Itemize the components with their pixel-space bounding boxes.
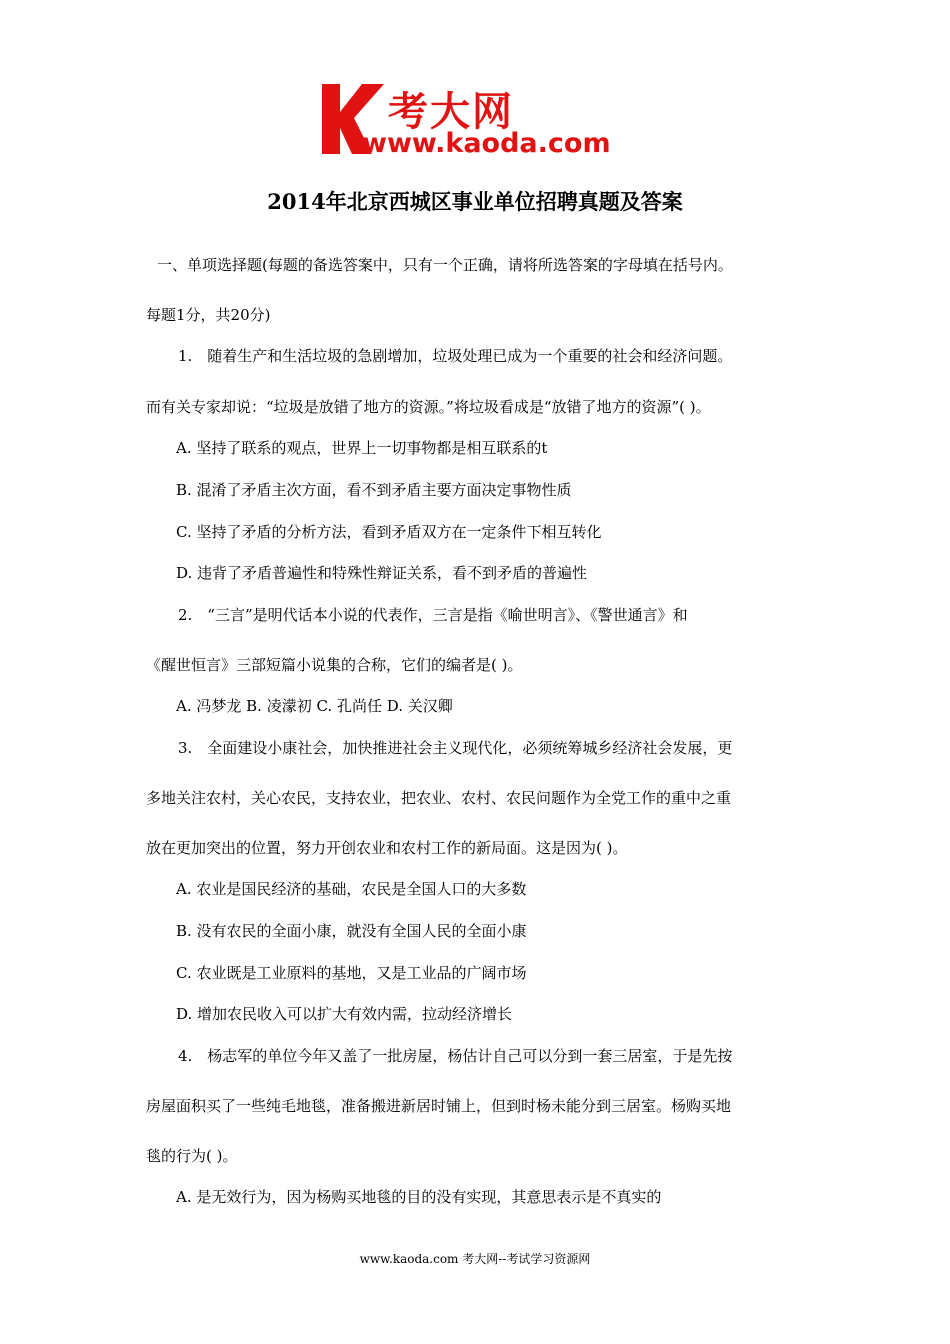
question-2-options: A. 冯梦龙 B. 凌濛初 C. 孔尚任 D. 关汉卿 — [176, 697, 453, 715]
question-3-option-c: C. 农业既是工业原料的基地，又是工业品的广阔市场 — [176, 964, 527, 982]
question-4-stem: 4. 杨志军的单位今年又盖了一批房屋，杨估计自己可以分到一套三居室，于是先按 — [178, 1047, 733, 1065]
question-3-option-a: A. 农业是国民经济的基础，农民是全国人口的大多数 — [176, 880, 527, 898]
question-4-stem-cont: 毯的行为( )。 — [146, 1147, 238, 1165]
question-1-option-c: C. 坚持了矛盾的分析方法，看到矛盾双方在一定条件下相互转化 — [176, 523, 602, 541]
question-3-option-d: D. 增加农民收入可以扩大有效内需，拉动经济增长 — [176, 1005, 513, 1023]
question-4-stem-cont: 房屋面积买了一些纯毛地毯，准备搬进新居时铺上，但到时杨未能分到三居室。杨购买地 — [146, 1097, 732, 1115]
site-logo — [318, 78, 638, 158]
logo-url-text: www.kaoda.com — [362, 128, 611, 159]
question-3-option-b: B. 没有农民的全面小康，就没有全国人民的全面小康 — [176, 922, 527, 940]
page-footer: www.kaoda.com 考大网--考试学习资源网 — [359, 1252, 591, 1266]
section-heading-cont: 每题1分，共20分) — [146, 306, 271, 324]
question-1-stem: 1. 随着生产和生活垃圾的急剧增加，垃圾处理已成为一个重要的社会和经济问题。 — [178, 347, 733, 365]
question-2-stem-cont: 《醒世恒言》三部短篇小说集的合称，它们的编者是( )。 — [146, 656, 523, 674]
question-1-stem-cont: 而有关专家却说：“垃圾是放错了地方的资源。”将垃圾看成是“放错了地方的资源”( )。 — [146, 398, 711, 416]
question-3-stem-cont: 放在更加突出的位置，努力开创农业和农村工作的新局面。这是因为( )。 — [146, 839, 628, 857]
question-1-option-d: D. 违背了矛盾普遍性和特殊性辩证关系，看不到矛盾的普遍性 — [176, 564, 588, 582]
question-4-option-a: A. 是无效行为，因为杨购买地毯的目的没有实现，其意思表示是不真实的 — [176, 1188, 662, 1206]
question-1-option-b: B. 混淆了矛盾主次方面，看不到矛盾主要方面决定事物性质 — [176, 481, 572, 499]
question-3-stem-cont: 多地关注农村，关心农民，支持农业，把农业、农村、农民问题作为全党工作的重中之重 — [146, 789, 732, 807]
logo-brand-text: 考大网 — [388, 89, 514, 135]
section-heading: 一、单项选择题(每题的备选答案中，只有一个正确，请将所选答案的字母填在括号内。 — [157, 256, 733, 274]
question-2-stem: 2. “三言”是明代话本小说的代表作，三言是指《喻世明言》、《警世通言》和 — [178, 606, 688, 624]
question-1-option-a: A. 坚持了联系的观点，世界上一切事物都是相互联系的t — [176, 439, 548, 457]
document-title: 2014年北京西城区事业单位招聘真题及答案 — [267, 189, 683, 214]
question-3-stem: 3. 全面建设小康社会，加快推进社会主义现代化，必须统筹城乡经济社会发展，更 — [178, 739, 733, 757]
